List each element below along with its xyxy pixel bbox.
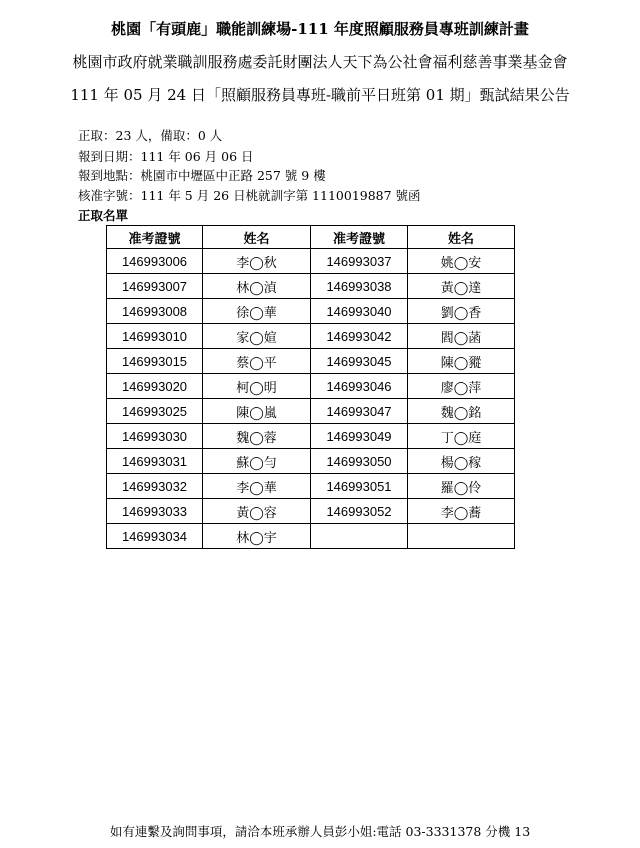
announcement-line: 111 年 05 月 24 日「照顧服務員專班-職前平日班第 01 期」甄試結果公告 — [70, 86, 570, 104]
exam-id-cell: 146993034 — [107, 524, 203, 549]
column-header-name: 姓名 — [408, 226, 515, 249]
exam-id-cell: 146993045 — [311, 349, 408, 374]
approval-number-text: 核准字號：111 年 5 月 26 日桃就訓字第 1110019887 號函 — [78, 188, 421, 203]
exam-id-cell: 146993032 — [107, 474, 203, 499]
name-cell: 廖◯萍 — [408, 374, 515, 399]
name-cell: 閻◯菡 — [408, 324, 515, 349]
name-cell: 魏◯銘 — [408, 399, 515, 424]
table-row — [107, 424, 515, 449]
exam-id-cell: 146993040 — [311, 299, 408, 324]
exam-id-cell: 146993038 — [311, 274, 408, 299]
table-row — [107, 299, 515, 324]
name-cell: 蔡◯平 — [203, 349, 311, 374]
name-cell: 陳◯嵐 — [203, 399, 311, 424]
table-row — [107, 524, 515, 549]
organization-line: 桃園市政府就業職訓服務處委託財團法人天下為公社會福利慈善事業基金會 — [72, 53, 568, 71]
table-row — [107, 249, 515, 274]
name-cell: 丁◯庭 — [408, 424, 515, 449]
name-cell: 陳◯豵 — [408, 349, 515, 374]
name-cell — [408, 524, 515, 549]
exam-id-cell: 146993047 — [311, 399, 408, 424]
exam-id-cell: 146993020 — [107, 374, 203, 399]
admitted-list-heading: 正取名單 — [78, 208, 129, 223]
exam-id-cell: 146993052 — [311, 499, 408, 524]
exam-id-cell: 146993050 — [311, 449, 408, 474]
name-cell: 李◯秋 — [203, 249, 311, 274]
exam-id-cell: 146993007 — [107, 274, 203, 299]
table-header-row — [107, 226, 515, 249]
document-title: 桃園「有頭鹿」職能訓練場-111 年度照顧服務員專班訓練計畫 — [111, 20, 529, 38]
name-cell: 林◯宇 — [203, 524, 311, 549]
name-cell: 姚◯安 — [408, 249, 515, 274]
exam-id-cell: 146993025 — [107, 399, 203, 424]
table-row — [107, 324, 515, 349]
name-cell: 蘇◯勻 — [203, 449, 311, 474]
table-row — [107, 349, 515, 374]
exam-id-cell: 146993015 — [107, 349, 203, 374]
name-cell: 魏◯蓉 — [203, 424, 311, 449]
exam-id-cell: 146993006 — [107, 249, 203, 274]
name-cell: 柯◯明 — [203, 374, 311, 399]
report-location-text: 報到地點：桃園市中壢區中正路 257 號 9 樓 — [78, 168, 326, 183]
quota-text: 正取：23 人，備取：0 人 — [78, 128, 223, 143]
name-cell: 黃◯容 — [203, 499, 311, 524]
exam-id-cell: 146993049 — [311, 424, 408, 449]
contact-footer: 如有連繫及詢問事項，請洽本班承辦人員彭小姐:電話 03-3331378 分機 13 — [109, 824, 531, 839]
name-cell: 林◯湞 — [203, 274, 311, 299]
name-cell: 李◯蕎 — [408, 499, 515, 524]
exam-id-cell: 146993051 — [311, 474, 408, 499]
exam-id-cell: 146993031 — [107, 449, 203, 474]
column-header-name: 姓名 — [203, 226, 311, 249]
name-cell: 李◯華 — [203, 474, 311, 499]
name-cell: 黃◯達 — [408, 274, 515, 299]
name-cell: 徐◯華 — [203, 299, 311, 324]
table-row — [107, 374, 515, 399]
exam-id-cell: 146993010 — [107, 324, 203, 349]
column-header-exam-id: 准考證號 — [107, 226, 203, 249]
exam-id-cell: 146993008 — [107, 299, 203, 324]
report-date-text: 報到日期：111 年 06 月 06 日 — [78, 149, 254, 164]
table-row — [107, 399, 515, 424]
table-row — [107, 274, 515, 299]
name-cell: 羅◯伶 — [408, 474, 515, 499]
table-row — [107, 449, 515, 474]
name-cell: 劉◯香 — [408, 299, 515, 324]
name-cell: 楊◯稼 — [408, 449, 515, 474]
exam-id-cell: 146993037 — [311, 249, 408, 274]
table-row — [107, 474, 515, 499]
admitted-list-table — [106, 225, 515, 549]
table-body — [107, 249, 515, 549]
exam-id-cell — [311, 524, 408, 549]
exam-id-cell: 146993046 — [311, 374, 408, 399]
exam-id-cell: 146993033 — [107, 499, 203, 524]
exam-id-cell: 146993042 — [311, 324, 408, 349]
exam-id-cell: 146993030 — [107, 424, 203, 449]
name-cell: 家◯媗 — [203, 324, 311, 349]
column-header-exam-id: 准考證號 — [311, 226, 408, 249]
table-row — [107, 499, 515, 524]
